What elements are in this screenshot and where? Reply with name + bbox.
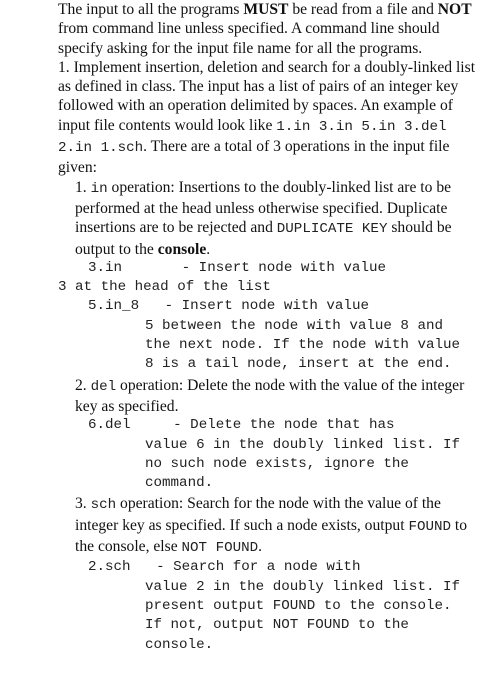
example-2-line-1 [58, 297, 477, 316]
example-4-cmd: 2.sch [88, 559, 131, 576]
sub-1-paragraph [58, 178, 477, 259]
example-4-desc-first: - Search for a node with [130, 559, 361, 576]
item-1-paragraph [58, 58, 477, 178]
example-1-line-2: 3 at the head of the list [58, 279, 271, 296]
example-2-desc-rest: 5 between the node with value 8 and the next node. If the node with value 8 is a tail node, insert at the end. [145, 317, 461, 373]
example-3-cmd: 6.del [88, 417, 131, 434]
example-4-desc-rest: value 2 in the doubly linked list. If present output FOUND to the console. If not, output NOT FOUND to the console. [145, 578, 461, 653]
sub-3-prefix: 3. [75, 495, 91, 513]
intro-text-2: be read from a file and [288, 1, 438, 18]
intro-text-3: from command line unless specified. A command line should specify asking for the input file name for all the programs. [58, 20, 440, 57]
sub-3-paragraph [58, 494, 477, 558]
sch-keyword: sch [90, 497, 117, 514]
sub-1-prefix: 1. [75, 178, 91, 196]
sub-2-paragraph [58, 376, 477, 417]
not-found-code: NOT FOUND [181, 540, 259, 557]
not-emphasis: NOT [437, 1, 472, 18]
duplicate-key-code: DUPLICATE KEY [276, 221, 388, 238]
example-3-desc-rest: value 6 in the doubly linked list. If no such node exists, ignore the command. [145, 436, 461, 492]
sub-2-prefix: 2. [75, 376, 91, 394]
intro-paragraph [58, 0, 477, 58]
item-1-text-1: 1. Implement insertion, deletion and search for a doubly-linked list as defined in class. The input has a list of pairs of an integer key followed with an operation delimited by spaces. An example of input file contents would look like [58, 58, 476, 134]
sub-3-text-3: . [258, 538, 263, 556]
example-1-line-1: 3.in - Insert node with value [88, 259, 386, 276]
sub-1-text-1: operation: Insertions to the doubly-linked list are to be performed at the head unless otherwise specified. Duplicate insertions are to be rejected and [75, 178, 452, 237]
intro-text-1: The input to all the programs [58, 1, 244, 18]
must-emphasis: MUST [243, 1, 289, 18]
console-emphasis: console [157, 240, 207, 258]
sub-3-text-1: operation: Search for the node with the value of the integer key as specified. If such a node exists, output [75, 495, 441, 534]
sub-1-text-2: should be output to the [75, 219, 452, 258]
example-3-line-1 [58, 416, 477, 435]
del-keyword: del [90, 378, 117, 395]
sub-3-text-2: to the console, else [75, 516, 468, 556]
found-code: FOUND [408, 518, 452, 535]
example-2-cmd: 5.in_8 [88, 298, 140, 315]
example-input: 1.in 3.in 5.in 3.del 2.in 1.sch [58, 118, 447, 157]
sub-1-text-3: . [206, 240, 211, 258]
item-1-text-2: . There are a total of 3 operations in the input file given: [58, 138, 450, 177]
in-keyword: in [90, 180, 108, 197]
sub-2-text: operation: Delete the node with the value of the integer key as specified. [75, 376, 465, 415]
example-2-desc-first: - Insert node with value [139, 298, 369, 315]
example-3-desc-first: - Delete the node that has [130, 417, 395, 434]
example-4-line-1 [58, 558, 477, 577]
